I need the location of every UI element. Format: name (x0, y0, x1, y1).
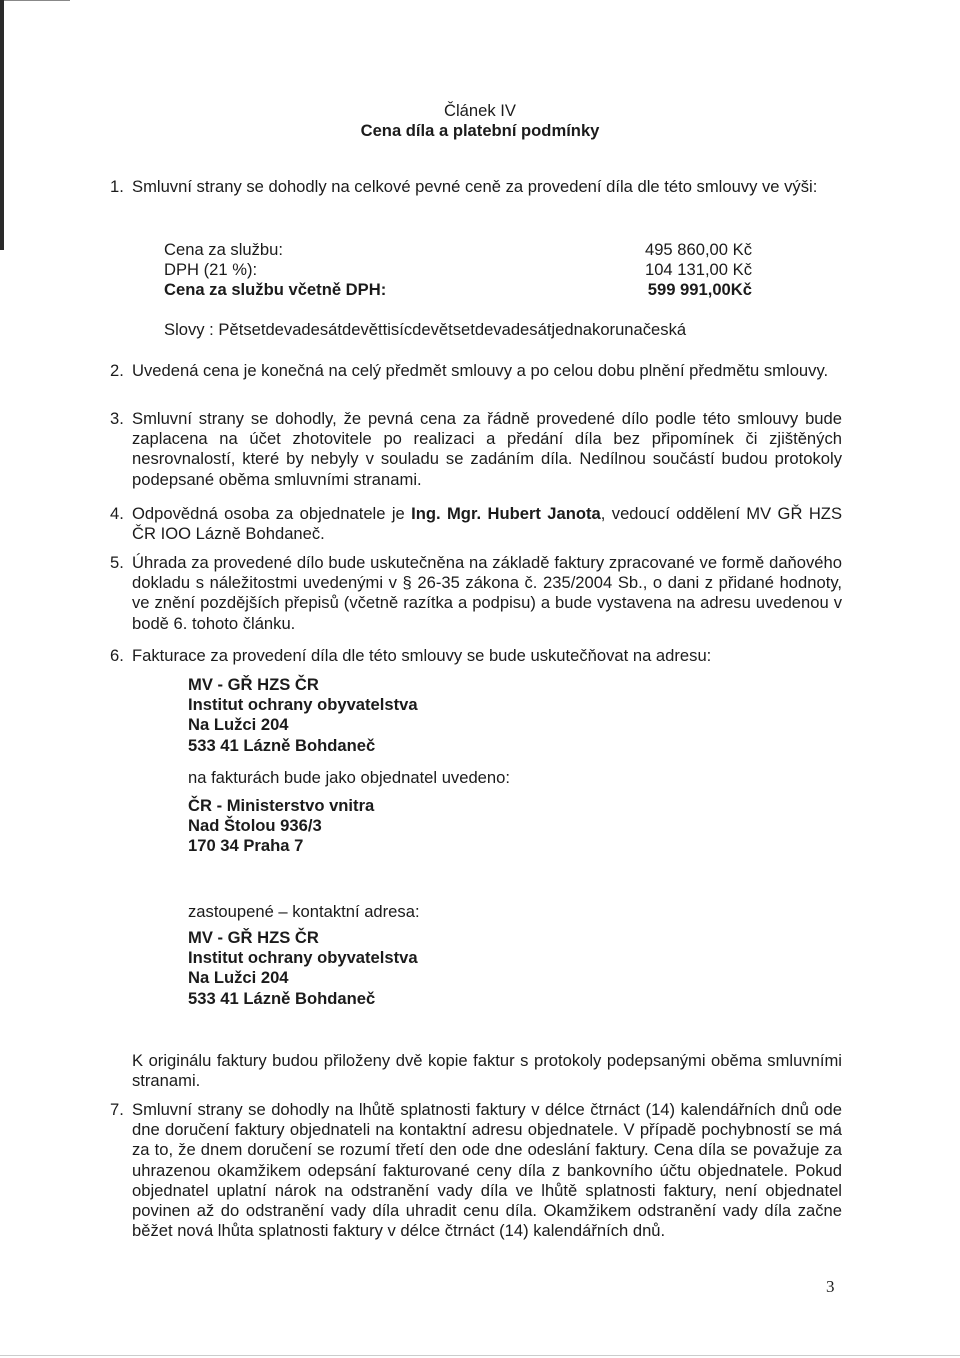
clause-3 (110, 409, 842, 490)
address-line: Institut ochrany obyvatelstva (188, 948, 418, 968)
price-table (164, 240, 752, 301)
clause-number: 3. (110, 409, 124, 428)
price-label: DPH (21 %): (164, 260, 258, 280)
clause-number: 6. (110, 646, 124, 665)
clause-6 (110, 646, 842, 666)
clause-text: Smluvní strany se dohodly na lhůtě splatnosti faktury v délce čtrnáct (14) kalendářních dnů ode dne doručení faktury objednateli na kontaktní adresu objednatele. V případě pochybností se má za to, že dnem doručení se rozumí třetí den ode dne odeslání faktury. Cena díla se považuje za uhrazenou okamžikem odepsání fakturované ceny díla z bankovního účtu objednatele. Pokud objednatel uplatní nárok na odstranění vady díla ve lhůtě splatnosti faktury, není objednatel povinen až do odstranění vady díla uhradit cenu díla. Okamžikem odstranění vady díla začne běžet nová lhůta splatnosti faktury v délce čtrnáct (14) kalendářních dnů. (132, 1100, 842, 1241)
price-row-total (164, 280, 752, 300)
clause-number: 4. (110, 504, 124, 523)
price-in-words: Slovy : Pětsetdevadesátdevěttisícdevětsetdevadesátjednakorunačeská (164, 320, 687, 339)
clause-5 (110, 553, 842, 634)
clause-text: Smluvní strany se dohodly, že pevná cena za řádně provedené dílo podle této smlouvy bude zaplacena na účet zhotovitele po realizaci a předání díla bez připomínek či zjištěných nesrovnalostí, které by nebyly v souladu se zadáním díla. Nedílnou součástí budou protokoly podepsané oběma smluvními stranami. (132, 409, 842, 489)
clause-text-pre: Odpovědná osoba za objednatele je (132, 504, 412, 523)
price-row-service (164, 240, 752, 260)
page-number: 3 (826, 1277, 835, 1296)
clause-number: 5. (110, 553, 124, 572)
clause-1 (110, 177, 842, 197)
address-line: 170 34 Praha 7 (188, 836, 304, 856)
invoice-note: na fakturách bude jako objednatel uvedeno: (188, 768, 510, 787)
clause-2 (110, 361, 842, 381)
address-line: Na Lužci 204 (188, 968, 289, 988)
price-label: Cena za službu včetně DPH: (164, 280, 387, 300)
clause-7 (110, 1100, 842, 1241)
address-line: MV - GŘ HZS ČR (188, 928, 319, 947)
clause-text: Fakturace za provedení díla dle této smlouvy se bude uskutečňovat na adresu: (132, 646, 712, 665)
scan-edge-top (0, 0, 70, 1)
responsible-person: Ing. Mgr. Hubert Janota (411, 504, 601, 523)
contact-address (188, 928, 418, 1009)
address-line: Institut ochrany obyvatelstva (188, 695, 418, 715)
price-row-vat (164, 260, 752, 280)
price-value: 599 991,00Kč (647, 280, 752, 300)
article-heading (0, 101, 960, 141)
clause-text: Úhrada za provedené dílo bude uskutečněna na základě faktury zpracované ve formě daňového dokladu s náležitostmi uvedenými v § 26-35 zákona č. 235/2004 Sb., o dani z přidané hodnoty, ve znění pozdějších přepisů (včetně razítka a podpisu) a bude vystavena na adresu uvedenou v bodě 6. tohoto článku. (132, 553, 842, 633)
contact-note: zastoupené – kontaktní adresa: (188, 902, 420, 921)
article-title: Cena díla a platební podmínky (360, 121, 600, 141)
customer-address (188, 796, 374, 857)
invoice-address (188, 675, 418, 756)
clause-number: 1. (110, 177, 124, 196)
clause-4 (110, 504, 842, 544)
copies-note: K originálu faktury budou přiloženy dvě kopie faktur s protokoly podepsanými oběma smluvními stranami. (132, 1051, 842, 1091)
clause-number: 2. (110, 361, 124, 380)
price-value: 495 860,00 Kč (644, 240, 752, 259)
price-value: 104 131,00 Kč (644, 260, 752, 280)
address-line: 533 41 Lázně Bohdaneč (188, 735, 376, 755)
article-number: Článek IV (444, 101, 516, 120)
scan-edge-bottom (0, 1355, 960, 1356)
address-line: 533 41 Lázně Bohdaneč (188, 988, 376, 1008)
clause-text (132, 504, 842, 544)
address-line: MV - GŘ HZS ČR (188, 675, 319, 694)
clause-text-post: , vedoucí oddělení MV GŘ HZS ČR IOO Lázně Bohdaneč. (132, 504, 843, 544)
address-line: ČR - Ministerstvo vnitra (188, 796, 375, 815)
address-line: Nad Štolou 936/3 (188, 816, 322, 836)
clause-text: Smluvní strany se dohodly na celkové pevné ceně za provedení díla dle této smlouvy ve výši: (132, 177, 818, 196)
address-line: Na Lužci 204 (188, 715, 289, 735)
clause-text: Uvedená cena je konečná na celý předmět smlouvy a po celou dobu plnění předmětu smlouvy. (132, 361, 829, 380)
price-label: Cena za službu: (164, 240, 283, 259)
clause-number: 7. (110, 1100, 124, 1119)
